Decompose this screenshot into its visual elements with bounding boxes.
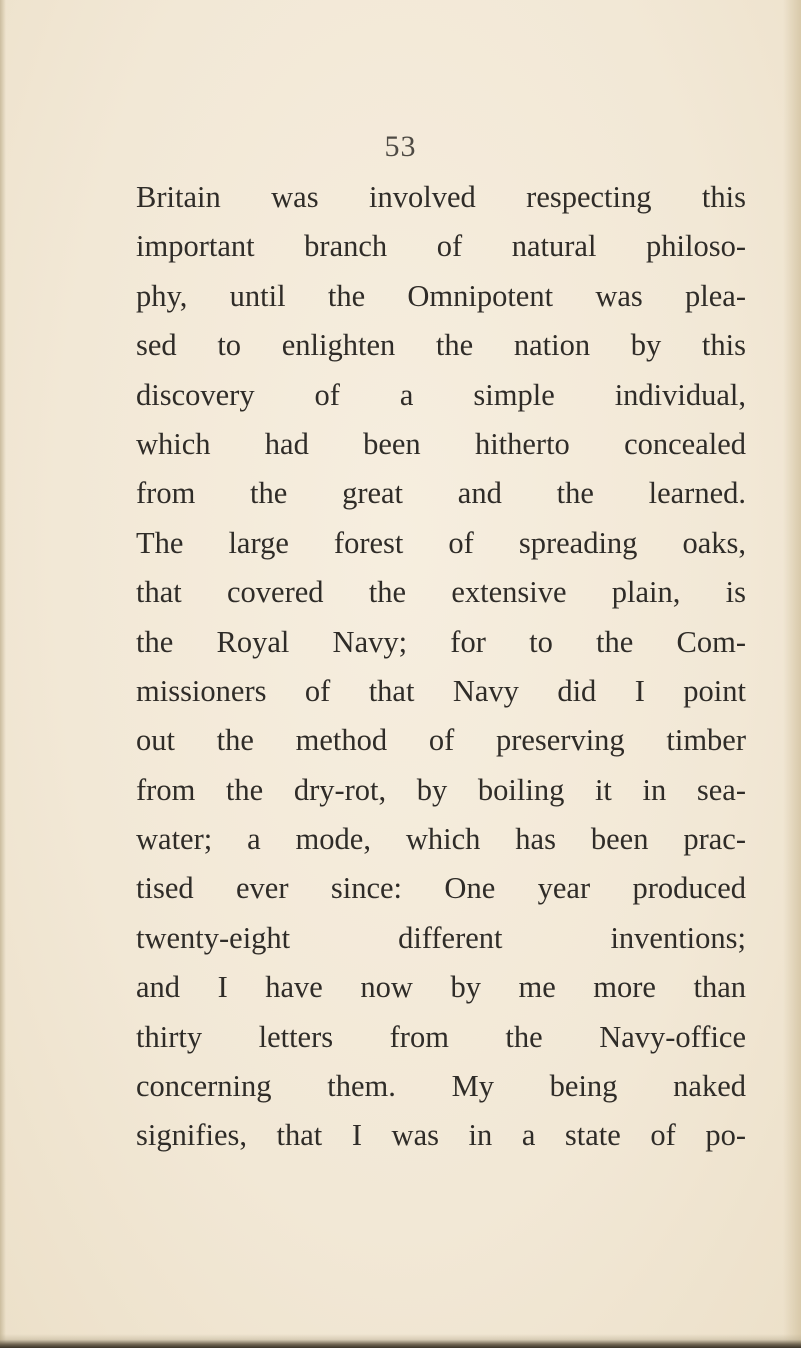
page-left-edge — [0, 0, 6, 1348]
text-line: discovery of a simple individual, — [136, 377, 746, 412]
text-line: water; a mode, which has been prac- — [136, 822, 746, 857]
text-line: signifies, that I was in a state of po- — [136, 1118, 746, 1153]
text-line: important branch of natural philoso- — [136, 229, 746, 264]
text-line: concerning them. My being naked — [136, 1069, 746, 1104]
text-line: thirty letters from the Navy-office — [136, 1019, 746, 1054]
text-line: twenty-eight different inventions; — [136, 920, 746, 955]
page-number: 53 — [384, 130, 417, 163]
text-line: the Royal Navy; for to the Com- — [136, 624, 746, 659]
text-line: Britain was involved respecting this — [136, 180, 746, 214]
text-line: tised ever since: One year produced — [136, 871, 746, 906]
text-line: from the great and the learned. — [136, 476, 746, 511]
text-line: and I have now by me more than — [136, 970, 746, 1005]
text-line: phy, until the Omnipotent was plea- — [136, 278, 746, 313]
text-line: from the dry-rot, by boiling it in sea- — [136, 772, 746, 807]
text-line: out the method of preserving timber — [136, 723, 746, 758]
text-line: The large forest of spreading oaks, — [136, 525, 746, 560]
body-text — [136, 173, 746, 1161]
text-line: sed to enlighten the nation by this — [136, 328, 746, 363]
text-line: missioners of that Navy did I point — [136, 673, 746, 708]
page-right-edge — [783, 0, 801, 1348]
page-bottom-edge — [0, 1334, 801, 1348]
text-line: that covered the extensive plain, is — [136, 575, 746, 610]
text-line: which had been hitherto concealed — [136, 426, 746, 461]
